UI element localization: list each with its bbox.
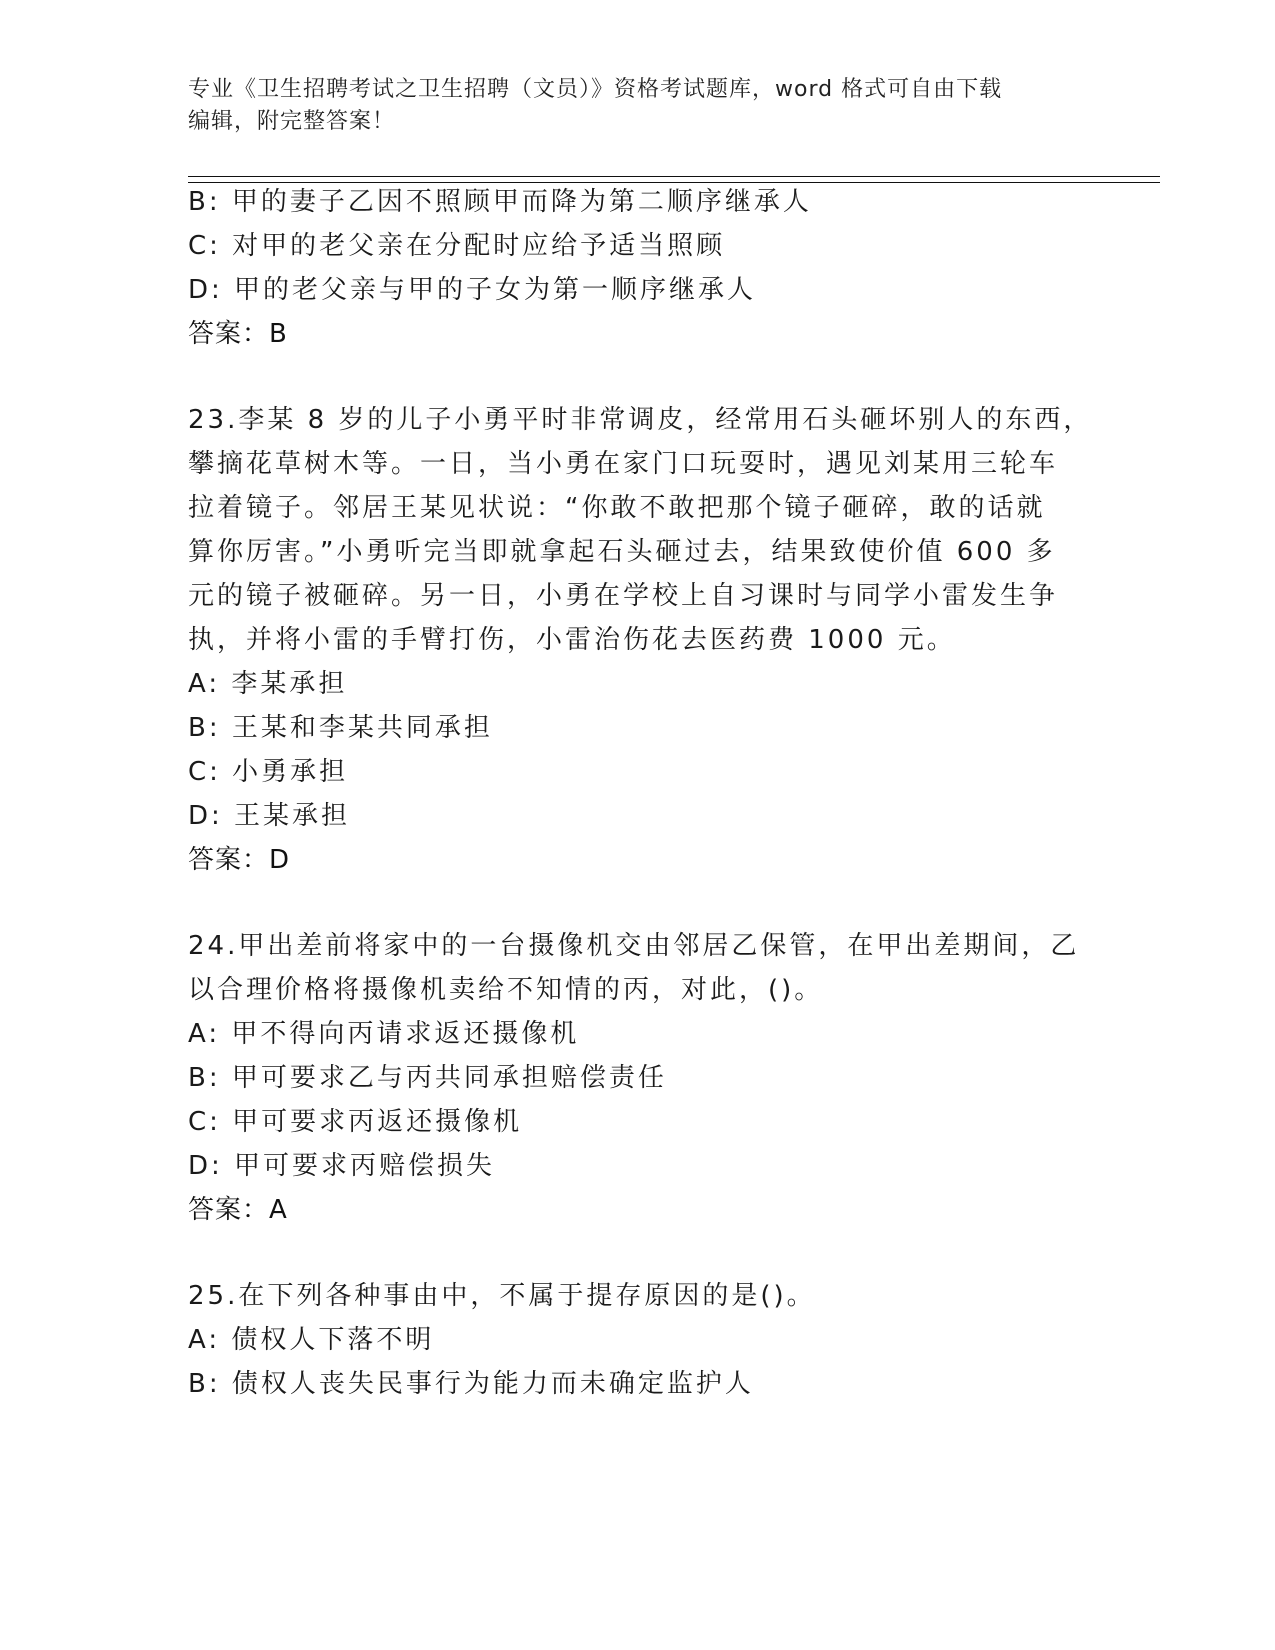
q23-stem-line-3: 拉着镜子。邻居王某见状说：“你敢不敢把那个镜子砸碎，敢的话就 <box>188 493 1046 523</box>
q23-stem-line-4: 算你厉害。”小勇听完当即就拿起石头砸过去，结果致使价值 600 多 <box>188 537 1056 567</box>
q23-option-c: C: 小勇承担 <box>188 757 349 787</box>
q23-option-d: D: 王某承担 <box>188 801 351 831</box>
q23-stem-line-6: 执，并将小雷的手臂打伤，小雷治伤花去医药费 1000 元。 <box>188 625 956 655</box>
q22-option-d: D: 甲的老父亲与甲的子女为第一顺序继承人 <box>188 275 757 305</box>
document-header <box>188 74 1088 138</box>
q24-option-c: C: 甲可要求丙返还摄像机 <box>188 1107 523 1137</box>
q23-answer: 答案：D <box>188 845 291 875</box>
header-divider-top <box>188 176 1160 177</box>
q25-option-b: B: 债权人丧失民事行为能力而未确定监护人 <box>188 1369 754 1399</box>
q24-answer: 答案：A <box>188 1195 288 1225</box>
q25-stem-line-1: 25.在下列各种事由中，不属于提存原因的是()。 <box>188 1281 816 1311</box>
q23-stem-line-2: 攀摘花草树木等。一日，当小勇在家门口玩耍时，遇见刘某用三轮车 <box>188 449 1059 479</box>
q23-stem-line-5: 元的镜子被砸碎。另一日，小勇在学校上自习课时与同学小雷发生争 <box>188 581 1059 611</box>
q22-option-c: C: 对甲的老父亲在分配时应给予适当照顾 <box>188 231 726 261</box>
q24-option-d: D: 甲可要求丙赔偿损失 <box>188 1151 496 1181</box>
q22-option-b: B: 甲的妻子乙因不照顾甲而降为第二顺序继承人 <box>188 187 812 217</box>
q24-option-a: A: 甲不得向丙请求返还摄像机 <box>188 1019 580 1049</box>
q25-option-a: A: 债权人下落不明 <box>188 1325 435 1355</box>
header-line-2: 编辑，附完整答案！ <box>188 109 396 134</box>
q24-option-b: B: 甲可要求乙与丙共同承担赔偿责任 <box>188 1063 667 1093</box>
q24-stem-line-1: 24.甲出差前将家中的一台摄像机交由邻居乙保管，在甲出差期间，乙 <box>188 931 1080 961</box>
q24-stem-line-2: 以合理价格将摄像机卖给不知情的丙，对此，()。 <box>188 975 824 1005</box>
q23-option-b: B: 王某和李某共同承担 <box>188 713 493 743</box>
q22-answer: 答案：B <box>188 319 288 349</box>
q23-stem-line-1: 23.李某 8 岁的儿子小勇平时非常调皮，经常用石头砸坏别人的东西， <box>188 405 1093 435</box>
q23-option-a: A: 李某承担 <box>188 669 348 699</box>
header-line-1: 专业《卫生招聘考试之卫生招聘（文员）》资格考试题库，word 格式可自由下载 <box>188 77 1003 102</box>
